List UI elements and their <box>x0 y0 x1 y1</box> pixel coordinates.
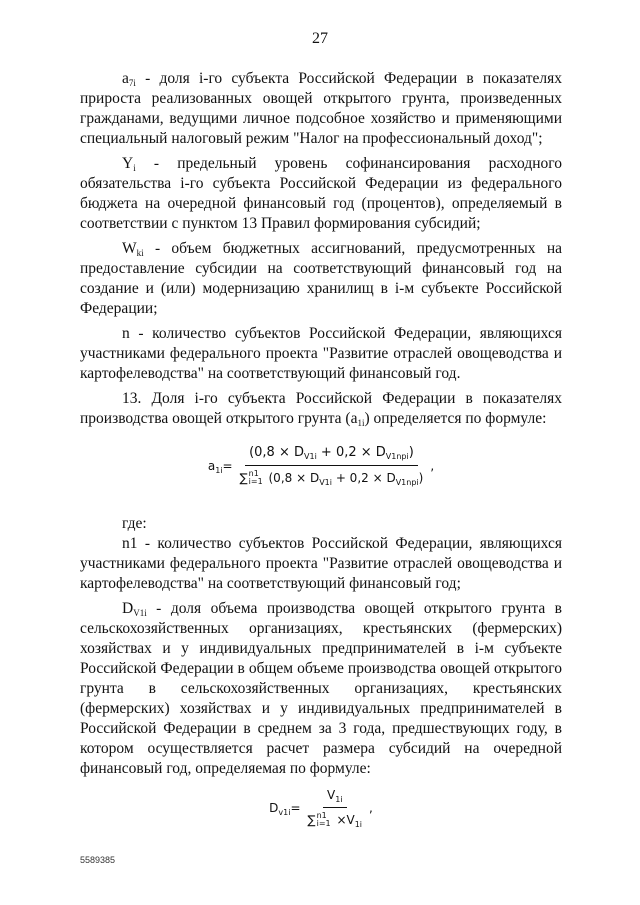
paragraph-text: 13. Доля i-го субъекта Российской Федерации в показателях производства овощей открытого грунта (a <box>80 390 562 427</box>
denominator-subscript: V1i <box>319 478 332 487</box>
formula-trailing-comma: , <box>369 800 373 815</box>
definition-text: - предельный уровень софинансирования расходного обязательства i-го субъекта Российской Федерации из федерального бюджета на очередной финансовый год (процентов), определяемый в соответствии с пунктом 13 Правил формирования субсидий; <box>80 155 562 232</box>
denominator-part: ) <box>418 471 424 485</box>
numerator-subscript: V1i <box>304 452 317 461</box>
definition-yi <box>80 154 562 234</box>
document-body <box>80 69 562 830</box>
definition-text: - доля i-го субъекта Российской Федерации в показателях прироста реализованных овощей открытого грунта, произведенных гражданами, ведущими личное подсобное хозяйство и применяющими специальный налоговый режим "Налог на профессиональный доход"; <box>80 70 562 147</box>
formula-lhs <box>269 798 300 818</box>
where-label: где: <box>122 515 147 532</box>
symbol-subscript: V1i <box>133 608 147 618</box>
sum-operator <box>308 810 333 830</box>
symbol: Y <box>122 155 134 172</box>
symbol-subscript: 1i <box>357 418 365 428</box>
paragraph-13 <box>80 389 562 429</box>
definition-text: n - количество субъектов Российской Федерации, являющихся участниками федерального проекта "Развитие отраслей овощеводства и картофелеводства" на соответствующий финансовый год. <box>80 325 562 382</box>
sum-upper-limit: n1 <box>248 469 259 478</box>
denominator-subscript: V1npi <box>395 478 419 487</box>
paragraph-text-tail: ) определяется по формуле: <box>364 410 547 427</box>
sum-lower-limit: i=1 <box>248 477 263 486</box>
formula-denominator <box>236 466 428 488</box>
denominator-part: + 0,2 × D <box>332 471 396 485</box>
formula-numerator <box>323 785 347 808</box>
symbol: D <box>122 600 134 617</box>
numerator-part: ) <box>408 445 414 460</box>
formula-lhs-symbol: D <box>269 800 279 815</box>
definition-n1 <box>80 534 562 594</box>
formula-lhs <box>208 456 233 476</box>
definition-n <box>80 324 562 384</box>
formula-numerator <box>245 443 418 466</box>
definition-text: - объем бюджетных ассигнований, предусмотренных на предоставление субсидии на соответствующий финансовый год на создание и (или) модернизацию хранилищ в i-м субъекте Российской Федерации; <box>80 240 562 317</box>
definition-text: n1 - количество субъектов Российской Федерации, являющихся участниками федерального проекта "Развитие отраслей овощеводства и картофелеводства" на соответствующий финансовый год; <box>80 535 562 592</box>
formula-lhs-subscript: v1i <box>278 807 291 817</box>
formula-equals: = <box>222 458 233 473</box>
formula-lhs-symbol: a <box>207 458 216 473</box>
symbol-subscript: ki <box>136 248 144 258</box>
formula-equals: = <box>290 800 301 815</box>
numerator-part: + 0,2 × D <box>316 445 386 460</box>
symbol-subscript: 7i <box>128 78 136 88</box>
definition-wki <box>80 239 562 319</box>
page-number: 27 <box>312 30 328 47</box>
numerator-subscript: 1i <box>335 795 343 804</box>
numerator-part: (0,8 × D <box>249 445 304 460</box>
definition-a7i <box>80 69 562 149</box>
formula-fraction <box>236 443 428 488</box>
denominator-subscript: 1i <box>354 820 363 829</box>
sum-lower-limit: i=1 <box>316 819 331 828</box>
symbol-subscript: i <box>133 163 136 173</box>
sum-limits <box>249 470 263 486</box>
sum-upper-limit: n1 <box>316 811 327 820</box>
denominator-part: (0,8 × D <box>264 471 320 485</box>
numerator-subscript: V1npi <box>385 452 409 461</box>
symbol: W <box>122 240 137 257</box>
sum-sign: ∑ <box>239 471 248 485</box>
sum-operator <box>240 468 265 488</box>
formula-trailing-comma: , <box>430 458 435 473</box>
formula-a1i <box>80 443 562 488</box>
denominator-part: ×V <box>332 813 355 827</box>
formula-lhs-subscript: 1i <box>215 465 223 475</box>
definition-dv1i <box>80 599 562 779</box>
symbol: a <box>122 70 129 87</box>
document-id: 5589385 <box>80 855 116 865</box>
definition-text: - доля объема производства овощей открытого грунта в сельскохозяйственных организациях, крестьянских (фермерских) хозяйствах и у индивидуальных предпринимателей в i-м субъекте Российской Федерации в общем объеме производства овощей открытого грунта в сельскохозяйственных организациях, крестьянских (фермерских) хозяйствах и у индивидуальных предпринимателей в Российской Федерации в среднем за 3 года, предшествующих году, в котором осуществляется расчет размера субсидий на очередной финансовый год, определяемая по формуле: <box>80 600 562 777</box>
sum-sign: ∑ <box>307 813 316 827</box>
sum-limits <box>317 812 331 828</box>
formula-denominator <box>304 808 367 830</box>
formula-fraction <box>304 785 367 830</box>
formula-dv1i <box>80 785 562 830</box>
numerator-symbol: V <box>327 788 336 802</box>
